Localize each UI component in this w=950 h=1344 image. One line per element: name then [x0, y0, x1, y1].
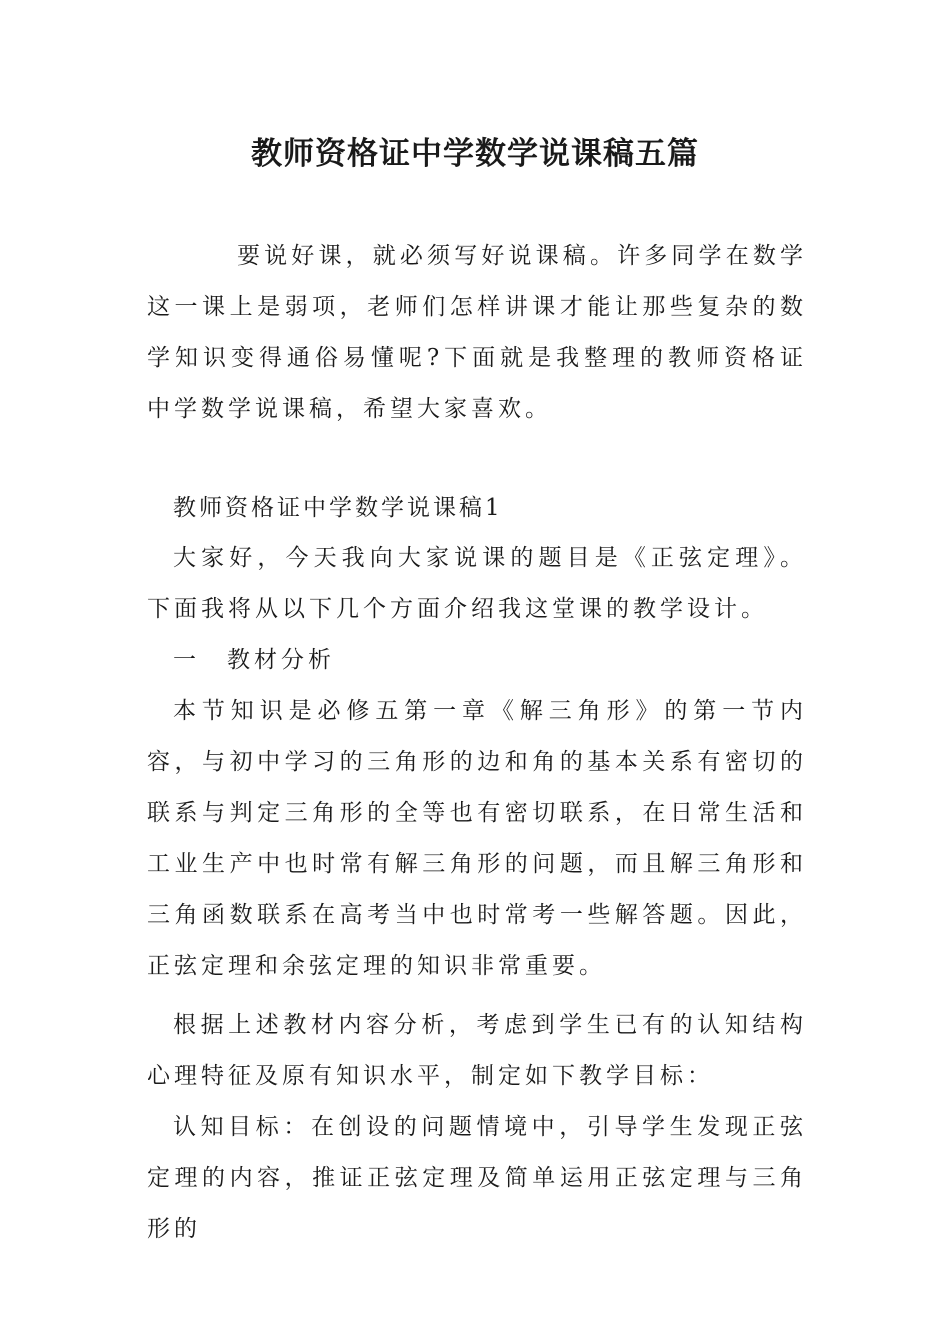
intro-paragraph: 要说好课，就必须写好说课稿。许多同学在数学这一课上是弱项，老师们怎样讲课才能让那些复杂的数学知识变得通俗易懂呢?下面就是我整理的教师资格证中学数学说课稿，希望大家喜欢。 — [147, 243, 807, 422]
document-title: 教师资格证中学数学说课稿五篇 — [251, 136, 699, 172]
body-paragraph: 根据上述教材内容分析，考虑到学生已有的认知结构心理特征及原有知识水平，制定如下教学目标： — [147, 1012, 807, 1089]
section-heading: 教师资格证中学数学说课稿1 — [173, 495, 503, 521]
body-paragraph: 本节知识是必修五第一章《解三角形》的第一节内容，与初中学习的三角形的边和角的基本关系有密切的联系与判定三角形的全等也有密切联系，在日常生活和工业生产中也时常有解三角形的问题，而且解三角形和三角函数联系在高考当中也时常考一些解答题。因此，正弦定理和余弦定理的知识非常重要。 — [147, 698, 807, 979]
body-paragraph: 认知目标：在创设的问题情境中，引导学生发现正弦定理的内容，推证正弦定理及简单运用正弦定理与三角形的 — [147, 1114, 807, 1242]
body-paragraph: 大家好，今天我向大家说课的题目是《正弦定理》。下面我将从以下几个方面介绍我这堂课的教学设计。 — [147, 545, 807, 622]
subsection-heading: 一 教材分析 — [173, 647, 335, 673]
section-body — [147, 533, 807, 1255]
